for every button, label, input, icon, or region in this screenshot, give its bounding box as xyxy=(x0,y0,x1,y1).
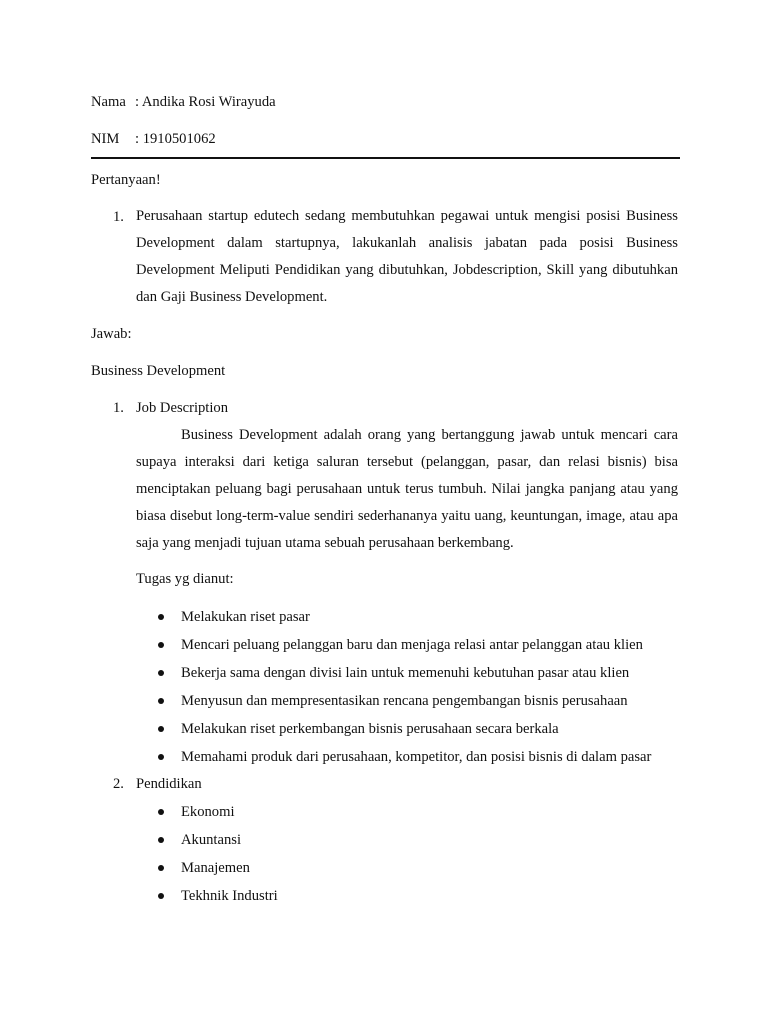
task-item: Melakukan riset pasar xyxy=(181,609,310,625)
bullet-dot xyxy=(158,754,164,760)
nama-value: : Andika Rosi Wirayuda xyxy=(135,94,276,110)
question-number: 1. xyxy=(113,209,124,225)
nim-value: : 1910501062 xyxy=(135,131,216,147)
bullet-dot xyxy=(158,726,164,732)
question-text: Perusahaan startup edutech sedang membutuhkan pegawai untuk mengisi posisi Business Development dalam startupnya, lakukanlah analisis jabatan pada posisi Business Development Meliputi Pendidikan yang dibutuhkan, Jobdescription, Skill yang dibutuhkan dan Gaji Business Development. xyxy=(136,208,678,305)
task-item: Bekerja sama dengan divisi lain untuk memenuhi kebutuhan pasar atau klien xyxy=(181,665,630,681)
bullet-dot xyxy=(158,670,164,676)
section-1-number: 1. xyxy=(113,400,124,416)
bullet-dot xyxy=(158,809,164,815)
education-item: Tekhnik Industri xyxy=(181,888,278,904)
bullet-dot xyxy=(158,893,164,899)
header-divider xyxy=(91,157,680,159)
task-item: Menyusun dan mempresentasikan rencana pengembangan bisnis perusahaan xyxy=(181,693,628,709)
task-item: Mencari peluang pelanggan baru dan menjaga relasi antar pelanggan atau klien xyxy=(181,637,643,653)
task-item: Melakukan riset perkembangan bisnis perusahaan secara berkala xyxy=(181,721,559,737)
section-1-title: Job Description xyxy=(136,400,229,416)
job-description-paragraph: Business Development adalah orang yang bertanggung jawab untuk mencari cara supaya interaksi dari ketiga saluran tersebut (pelanggan, pasar, dan relasi bisnis) bisa menciptakan peluang bagi perusahaan untuk terus tumbuh. Nilai jangka panjang atau yang biasa disebut long-term-value sendiri sederhananya yaitu uang, keuntungan, image, atau apa saja yang menjadi tujuan utama sebuah perusahaan berkembang. xyxy=(136,427,678,551)
answer-heading: Jawab: xyxy=(91,326,132,342)
nama-label: Nama xyxy=(91,94,126,110)
section-2-number: 2. xyxy=(113,776,124,792)
task-item: Memahami produk dari perusahaan, kompetitor, dan posisi bisnis di dalam pasar xyxy=(181,749,652,765)
education-item: Manajemen xyxy=(181,860,250,876)
bullet-dot xyxy=(158,698,164,704)
bullet-dot xyxy=(158,837,164,843)
question-heading: Pertanyaan! xyxy=(91,172,161,188)
education-item: Ekonomi xyxy=(181,804,235,820)
bullet-dot xyxy=(158,865,164,871)
section-2-title: Pendidikan xyxy=(136,776,202,792)
bullet-dot xyxy=(158,614,164,620)
answer-title: Business Development xyxy=(91,363,226,379)
nim-label: NIM xyxy=(91,131,120,147)
education-item: Akuntansi xyxy=(181,832,241,848)
bullet-dot xyxy=(158,642,164,648)
tasks-heading: Tugas yg dianut: xyxy=(136,571,234,587)
